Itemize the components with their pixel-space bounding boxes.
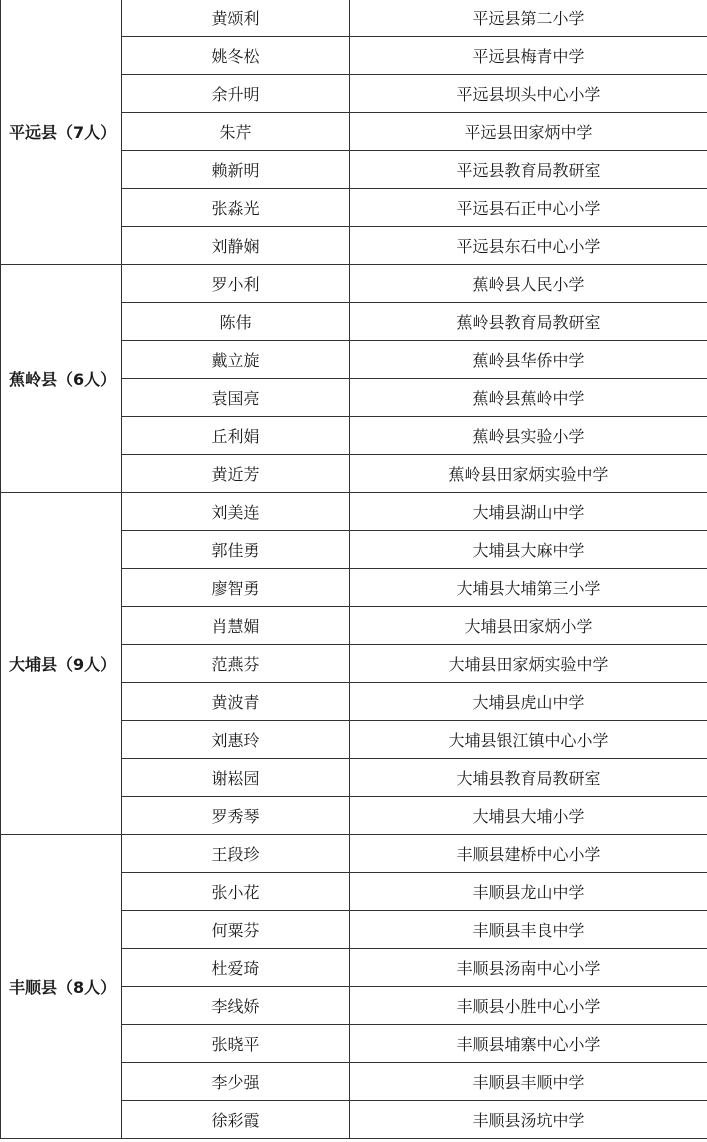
teacher-name-cell: 肖慧媚	[122, 607, 350, 645]
school-cell: 大埔县银江镇中心小学	[350, 721, 707, 759]
school-cell: 平远县梅青中学	[350, 37, 707, 75]
teacher-name-cell: 黄近芳	[122, 455, 350, 493]
table-row	[1, 0, 707, 37]
teacher-name-cell: 范燕芬	[122, 645, 350, 683]
school-cell: 大埔县田家炳小学	[350, 607, 707, 645]
school-cell: 平远县东石中心小学	[350, 227, 707, 265]
teacher-name-cell: 张淼光	[122, 189, 350, 227]
county-cell: 平远县（7人）	[1, 0, 122, 265]
county-cell: 大埔县（9人）	[1, 493, 122, 835]
school-cell: 大埔县田家炳实验中学	[350, 645, 707, 683]
teacher-name-cell: 陈伟	[122, 303, 350, 341]
school-cell: 蕉岭县田家炳实验中学	[350, 455, 707, 493]
teacher-name-cell: 郭佳勇	[122, 531, 350, 569]
teacher-name-cell: 余升明	[122, 75, 350, 113]
school-cell: 丰顺县汤坑中学	[350, 1101, 707, 1139]
school-cell: 蕉岭县华侨中学	[350, 341, 707, 379]
teacher-name-cell: 张晓平	[122, 1025, 350, 1063]
teacher-name-cell: 戴立旋	[122, 341, 350, 379]
teacher-name-cell: 李少强	[122, 1063, 350, 1101]
teacher-name-cell: 杜爱琦	[122, 949, 350, 987]
school-cell: 平远县坝头中心小学	[350, 75, 707, 113]
school-cell: 大埔县大埔小学	[350, 797, 707, 835]
school-cell: 平远县教育局教研室	[350, 151, 707, 189]
teacher-name-cell: 李线娇	[122, 987, 350, 1025]
teacher-name-cell: 黄波青	[122, 683, 350, 721]
table-row	[1, 265, 707, 303]
county-cell: 蕉岭县（6人）	[1, 265, 122, 493]
school-cell: 平远县第二小学	[350, 0, 707, 37]
school-cell: 蕉岭县人民小学	[350, 265, 707, 303]
teacher-name-cell: 罗秀琴	[122, 797, 350, 835]
school-cell: 丰顺县丰顺中学	[350, 1063, 707, 1101]
county-cell: 丰顺县（8人）	[1, 835, 122, 1139]
teacher-name-cell: 赖新明	[122, 151, 350, 189]
school-cell: 丰顺县埔寨中心小学	[350, 1025, 707, 1063]
teacher-name-cell: 朱芹	[122, 113, 350, 151]
teacher-name-cell: 张小花	[122, 873, 350, 911]
roster-body	[1, 0, 707, 1139]
teacher-name-cell: 刘美连	[122, 493, 350, 531]
school-cell: 丰顺县丰良中学	[350, 911, 707, 949]
teacher-name-cell: 刘惠玲	[122, 721, 350, 759]
table-row	[1, 493, 707, 531]
school-cell: 丰顺县建桥中心小学	[350, 835, 707, 873]
teacher-name-cell: 姚冬松	[122, 37, 350, 75]
school-cell: 蕉岭县教育局教研室	[350, 303, 707, 341]
school-cell: 蕉岭县蕉岭中学	[350, 379, 707, 417]
teacher-name-cell: 丘利娟	[122, 417, 350, 455]
school-cell: 丰顺县龙山中学	[350, 873, 707, 911]
teacher-name-cell: 刘静娴	[122, 227, 350, 265]
school-cell: 平远县田家炳中学	[350, 113, 707, 151]
teacher-name-cell: 廖智勇	[122, 569, 350, 607]
school-cell: 大埔县虎山中学	[350, 683, 707, 721]
school-cell: 大埔县教育局教研室	[350, 759, 707, 797]
teacher-name-cell: 王段珍	[122, 835, 350, 873]
teacher-name-cell: 黄颂利	[122, 0, 350, 37]
school-cell: 平远县石正中心小学	[350, 189, 707, 227]
school-cell: 丰顺县汤南中心小学	[350, 949, 707, 987]
school-cell: 丰顺县小胜中心小学	[350, 987, 707, 1025]
school-cell: 大埔县大麻中学	[350, 531, 707, 569]
teacher-name-cell: 何粟芬	[122, 911, 350, 949]
teacher-name-cell: 袁国亮	[122, 379, 350, 417]
teacher-name-cell: 谢崧园	[122, 759, 350, 797]
school-cell: 大埔县湖山中学	[350, 493, 707, 531]
teacher-name-cell: 罗小利	[122, 265, 350, 303]
teacher-name-cell: 徐彩霞	[122, 1101, 350, 1139]
table-row	[1, 835, 707, 873]
school-cell: 蕉岭县实验小学	[350, 417, 707, 455]
school-cell: 大埔县大埔第三小学	[350, 569, 707, 607]
